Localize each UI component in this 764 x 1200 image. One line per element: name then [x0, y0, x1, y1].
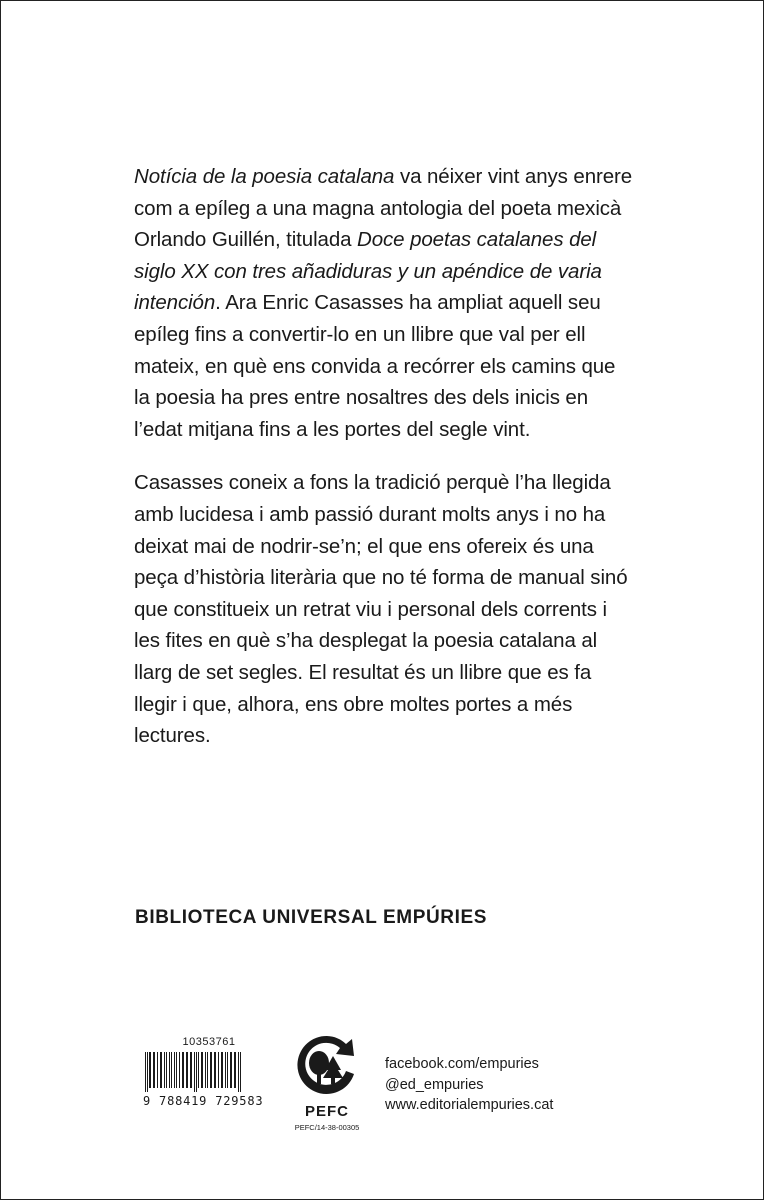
barcode: [143, 1036, 275, 1108]
barcode-bar: [225, 1052, 226, 1088]
barcode-bars: [143, 1052, 275, 1092]
barcode-code: 10353761: [182, 1036, 236, 1048]
barcode-bar: [149, 1052, 151, 1088]
barcode-bar: [174, 1052, 175, 1088]
website-link[interactable]: www.editorialempuries.cat: [385, 1097, 554, 1113]
barcode-bar: [238, 1052, 239, 1092]
barcode-bar: [214, 1052, 216, 1088]
barcode-bar: [210, 1052, 212, 1088]
barcode-bar: [157, 1052, 158, 1088]
blurb-paragraph-1: [134, 161, 634, 445]
barcode-bar: [176, 1052, 177, 1088]
barcode-bar: [234, 1052, 236, 1088]
social-handle[interactable]: @ed_empuries: [385, 1076, 484, 1093]
pefc-logo: [291, 1034, 363, 1132]
series-name: BIBLIOTECA UNIVERSAL EMPÚRIES: [135, 907, 488, 928]
blurb-text: . Ara Enric Casasses ha ampliat aquell seu epíleg fins a convertir-lo en un llibre que val per ell mateix, en què ens convida a recórrer els camins que la poesia ha pres entre nosaltres des dels inicis en l’edat mitjana fins a les portes del segle vint.: [134, 291, 616, 441]
barcode-bar: [207, 1052, 208, 1088]
barcode-bar: [218, 1052, 219, 1088]
barcode-bar: [194, 1052, 195, 1092]
barcode-bar: [166, 1052, 167, 1088]
anthology-title: Doce poetas catalanes del siglo XX con tres añadiduras y un apéndice de varia intención: [134, 228, 602, 315]
pefc-tree-icon: [294, 1034, 360, 1096]
publisher-links: [385, 1054, 553, 1116]
barcode-bar: [145, 1052, 146, 1092]
barcode-bar: [230, 1052, 232, 1088]
barcode-bar: [164, 1052, 165, 1088]
barcode-bar: [182, 1052, 184, 1088]
barcode-bar: [179, 1052, 180, 1088]
barcode-bar: [221, 1052, 223, 1088]
pefc-code: PEFC/14-38-00305: [294, 1123, 360, 1132]
book-title: Notícia de la poesia catalana: [134, 165, 395, 188]
barcode-bar: [190, 1052, 192, 1088]
barcode-bar: [169, 1052, 170, 1088]
barcode-bar: [147, 1052, 148, 1092]
barcode-bar: [160, 1052, 162, 1088]
barcode-bar: [240, 1052, 241, 1092]
barcode-bar: [227, 1052, 228, 1088]
barcode-bar: [205, 1052, 206, 1088]
barcode-bar: [201, 1052, 203, 1088]
barcode-bar: [198, 1052, 199, 1088]
blurb-paragraph-2: Casasses coneix a fons la tradició perquè l’ha llegida amb lucidesa i amb passió durant molts anys i no ha deixat mai de nodrir-se’n; el que ens ofereix és una peça d’història literària que no té forma de manual sinó que constitueix un retrat viu i personal dels corrents i les fites en què s’ha desplegat la poesia catalana al llarg de set segles. El resultat és un llibre que es fa llegir i que, alhora, ens obre moltes portes a més lectures.: [134, 471, 628, 748]
barcode-bar: [171, 1052, 172, 1088]
barcode-bar: [153, 1052, 155, 1088]
barcode-bar: [186, 1052, 188, 1088]
blurb-text: va néixer vint anys enrere com a epíleg a una magna antologia del poeta mexicà Orlando Guillén, titulada: [134, 165, 633, 252]
facebook-link[interactable]: facebook.com/empuries: [385, 1056, 539, 1072]
barcode-bar: [196, 1052, 197, 1092]
blurb: [134, 161, 634, 774]
pefc-label: PEFC: [304, 1103, 349, 1120]
isbn-digits: 9 788419 729583: [143, 1094, 264, 1108]
